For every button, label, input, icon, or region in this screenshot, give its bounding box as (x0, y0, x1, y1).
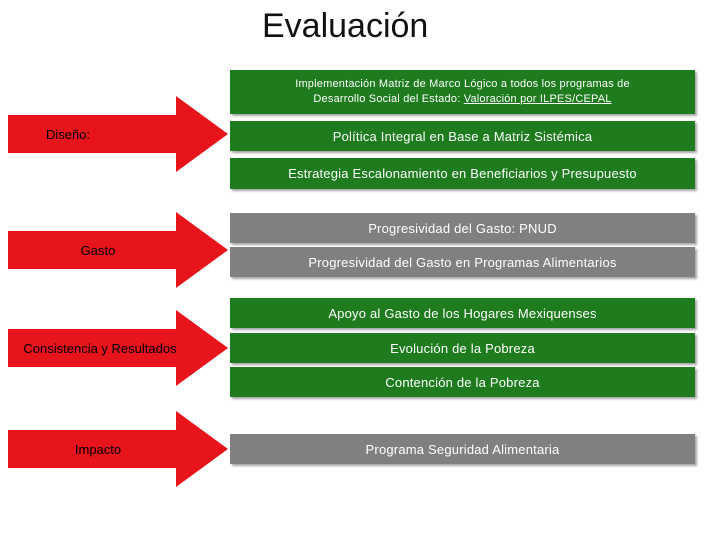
arrow-diseno-label: Diseño: (45, 126, 91, 142)
page-title: Evaluación (262, 7, 429, 45)
box-progresividad-pnud (230, 213, 695, 243)
box-politica-integral (230, 121, 695, 151)
box-mml-implementation (230, 70, 695, 114)
box-mml-line2-prefix: Desarrollo Social del Estado: (313, 93, 461, 105)
box-seguridad-alimentaria (230, 434, 695, 464)
box-progresividad-alimentarios-label: Progresividad del Gasto en Programas Alimentarios (308, 254, 617, 270)
arrow-gasto-label: Gasto (80, 242, 116, 258)
box-progresividad-alimentarios (230, 247, 695, 277)
box-mml-link: Valoración por ILPES/CEPAL (463, 93, 612, 105)
box-evolucion-pobreza-label: Evolución de la Pobreza (390, 340, 535, 356)
box-apoyo-gasto (230, 298, 695, 328)
box-politica-integral-label: Política Integral en Base a Matriz Sistémica (332, 128, 593, 144)
arrow-diseno (8, 96, 228, 172)
box-mml-line1: Implementación Matriz de Marco Lógico a todos los programas de (295, 78, 630, 90)
arrow-gasto (8, 212, 228, 288)
box-seguridad-alimentaria-label: Programa Seguridad Alimentaria (365, 441, 560, 457)
arrow-consistencia (8, 310, 228, 386)
box-contencion-pobreza (230, 367, 695, 397)
arrow-consistencia-label: Consistencia y Resultados (23, 340, 177, 356)
box-mml-line2 (313, 92, 611, 107)
arrow-impacto (8, 411, 228, 487)
arrow-impacto-label: Impacto (74, 441, 122, 457)
box-estrategia (230, 158, 695, 189)
box-apoyo-gasto-label: Apoyo al Gasto de los Hogares Mexiquenses (328, 305, 597, 321)
box-contencion-pobreza-label: Contención de la Pobreza (385, 374, 540, 390)
box-estrategia-label: Estrategia Escalonamiento en Beneficiarios y Presupuesto (288, 166, 637, 181)
box-evolucion-pobreza (230, 333, 695, 363)
box-progresividad-pnud-label: Progresividad del Gasto: PNUD (368, 220, 557, 236)
